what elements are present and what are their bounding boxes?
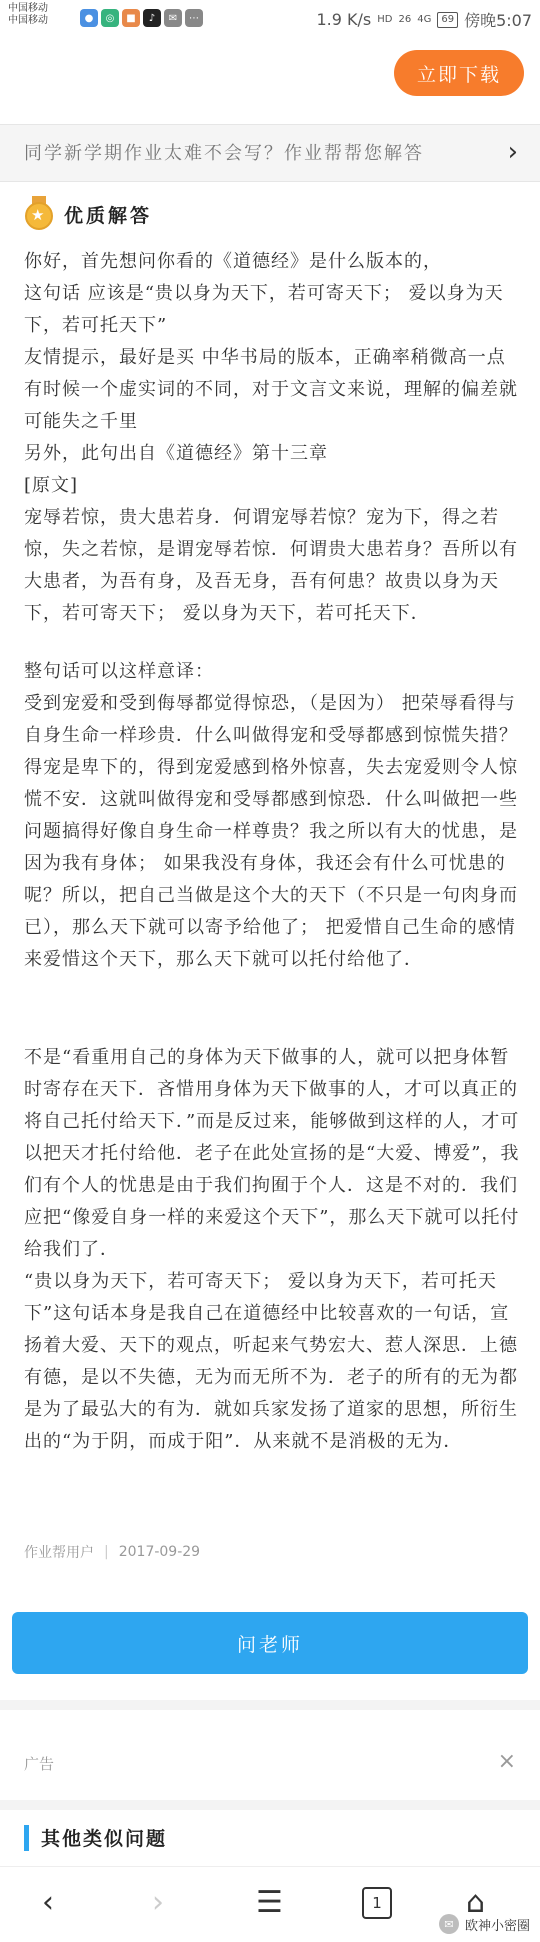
answer-meta	[24, 1542, 200, 1562]
menu-icon[interactable]: ☰	[256, 1885, 283, 1920]
watermark-text: 欧神小密圈	[464, 1918, 530, 1934]
notification-icons	[80, 9, 203, 27]
author-name: 作业帮用户	[24, 1545, 94, 1561]
meta-separator: |	[104, 1544, 109, 1560]
answer-paragraph: 有时候一个虚实词的不同，对于文言文来说，理解的偏差就可能失之千里	[24, 379, 518, 432]
status-right	[316, 8, 532, 31]
tabs-icon[interactable]: 1	[362, 1887, 392, 1919]
chevron-right-icon: ›	[507, 137, 518, 167]
status-bar	[0, 0, 540, 36]
top-bar	[0, 36, 540, 136]
carrier-1: 中国移动	[8, 3, 48, 14]
medal-icon: ★	[24, 196, 54, 232]
answer-paragraph: 友情提示，最好是买 中华书局的版本，正确率稍微高一点	[24, 347, 506, 368]
signal-icon: 26	[398, 14, 412, 25]
download-button[interactable]: 立即下载	[394, 50, 524, 96]
answer-paragraph: 整句话可以这样意译：	[24, 661, 214, 682]
hd-icon: HD	[377, 14, 393, 25]
answer-paragraph: “贵以身为天下，若可寄天下； 爱以身为天下，若可托天下”这句话本身是我自己在道德经中比较喜欢的一句话，宣扬着大爱、天下的观点，听起来气势宏大、惹人深思．上德有德，是以不失德，无为而无所不为．老子的所有的无为都是为了最弘大的有为．就如兵家发扬了道家的思想，所衍生出的“为于阴，而成于阳”．从来就不是消极的无为．	[24, 1271, 518, 1452]
similar-questions-label: 其他类似问题	[41, 1828, 168, 1850]
network-4g-icon: 4G	[417, 14, 432, 25]
watermark	[439, 1914, 530, 1934]
section-divider	[0, 1700, 540, 1710]
network-speed: 1.9 K/s	[316, 10, 372, 29]
answer-date: 2017-09-29	[118, 1544, 201, 1560]
answer-paragraph: 宠辱若惊，贵大患若身．何谓宠辱若惊？宠为下，得之若惊，失之若惊，是谓宠辱若惊．何谓贵大患若身？吾所以有大患者，为吾有身，及吾无身，吾有何患？故贵以身为天下，若可寄天下； 爱以身为天下，若可托天下．	[24, 507, 518, 624]
ad-label: 广告	[24, 1755, 55, 1773]
app-notification-icon: ■	[122, 9, 140, 27]
wechat-icon: ✉	[164, 9, 182, 27]
forward-icon[interactable]: ›	[152, 1885, 164, 1920]
carrier-2: 中国移动	[8, 15, 48, 26]
answer-paragraph: 另外，此句出自《道德经》第十三章	[24, 443, 328, 464]
tiktok-icon: ♪	[143, 9, 161, 27]
promo-banner[interactable]	[0, 124, 540, 182]
more-icon: ⋯	[185, 9, 203, 27]
app-notification-icon: ●	[80, 9, 98, 27]
answer-paragraph: 受到宠爱和受到侮辱都觉得惊恐，（是因为） 把荣辱看得与自身生命一样珍贵．什么叫做得宠和受辱都感到惊慌失措？得宠是卑下的，得到宠爱感到格外惊喜，失去宠爱则令人惊慌不安．这就叫做得宠和受辱都感到惊恐．什么叫做把一些问题搞得好像自身生命一样尊贵？我之所以有大的忧患，是因为我有身体； 如果我没有身体，我还会有什么可忧患的呢？所以，把自己当做是这个大的天下（不只是一句肉身而已），那么天下就可以寄予给他了； 把爱惜自己生命的感情来爱惜这个天下，那么天下就可以托付给他了．	[24, 693, 518, 970]
answer-paragraph: [原文]	[24, 475, 79, 496]
promo-text: 同学新学期作业太难不会写？作业帮帮您解答	[24, 143, 424, 164]
battery-icon: 69	[437, 12, 458, 28]
home-icon[interactable]: ⌂	[466, 1885, 486, 1920]
answer-paragraph: 你好，首先想问你看的《道德经》是什么版本的，	[24, 251, 442, 272]
back-icon[interactable]: ‹	[42, 1885, 54, 1920]
clock: 傍晚5:07	[464, 11, 532, 30]
answer-paragraph: 不是“看重用自己的身体为天下做事的人，就可以把身体暂时寄存在天下．吝惜用身体为天下做事的人，才可以真正的将自己托付给天下．”而是反过来，能够做到这样的人，才可以把天才托付给他．老子在此处宣扬的是“大爱、博爱”，我们有个人的忧患是由于我们拘囿于个人．这是不对的．我们应把“像爱自身一样的来爱这个天下”，那么天下就可以托付给我们了．	[24, 1047, 520, 1260]
accent-bar	[24, 1825, 29, 1851]
answer-paragraph: 这句话 应该是“贵以身为天下，若可寄天下； 爱以身为天下，若可托天下”	[24, 283, 504, 336]
ad-slot	[0, 1735, 540, 1791]
similar-questions-header	[24, 1824, 167, 1851]
carrier-info	[8, 3, 48, 27]
quality-answer-header	[24, 194, 152, 234]
quality-answer-label: 优质解答	[64, 204, 153, 227]
app-notification-icon: ◎	[101, 9, 119, 27]
section-divider	[0, 1800, 540, 1810]
wechat-icon: ✉	[439, 1914, 459, 1934]
close-icon[interactable]: ×	[497, 1749, 516, 1774]
ask-teacher-button[interactable]: 问老师	[12, 1612, 528, 1674]
answer-body	[24, 246, 520, 1458]
